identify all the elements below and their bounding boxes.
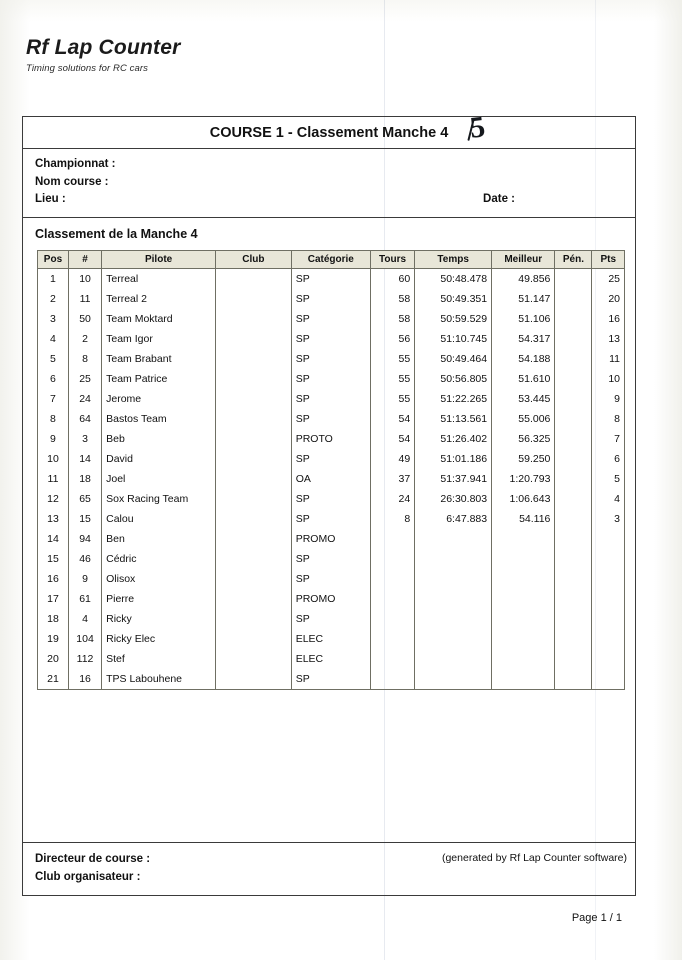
cell-pilote: Terreal (102, 268, 216, 289)
cell-meilleur: 1:20.793 (492, 469, 555, 489)
cell-pos: 14 (38, 529, 69, 549)
table-row (38, 449, 625, 469)
cell-pilote: Jerome (102, 389, 216, 409)
cell-tours (370, 569, 414, 589)
cell-categorie: SP (291, 489, 370, 509)
cell-meilleur: 56.325 (492, 429, 555, 449)
cell-penalite (555, 629, 592, 649)
cell-penalite (555, 268, 592, 289)
cell-categorie: SP (291, 569, 370, 589)
cell-pos: 9 (38, 429, 69, 449)
col-number: # (68, 250, 101, 268)
table-header-row (38, 250, 625, 268)
cell-tours: 37 (370, 469, 414, 489)
cell-pilote: TPS Labouhene (102, 669, 216, 690)
cell-number: 10 (68, 268, 101, 289)
cell-tours (370, 649, 414, 669)
cell-tours (370, 669, 414, 690)
cell-club (216, 429, 292, 449)
cell-categorie: ELEC (291, 649, 370, 669)
cell-points (592, 669, 625, 690)
cell-club (216, 569, 292, 589)
cell-number: 112 (68, 649, 101, 669)
cell-number: 94 (68, 529, 101, 549)
table-row (38, 629, 625, 649)
cell-points: 6 (592, 449, 625, 469)
table-row (38, 349, 625, 369)
cell-pos: 11 (38, 469, 69, 489)
cell-meilleur (492, 589, 555, 609)
cell-pos: 2 (38, 289, 69, 309)
directeur-label: Directeur de course : (35, 853, 151, 865)
cell-meilleur: 51.610 (492, 369, 555, 389)
cell-pos: 5 (38, 349, 69, 369)
cell-club (216, 489, 292, 509)
cell-number: 18 (68, 469, 101, 489)
cell-temps (415, 629, 492, 649)
cell-pilote: Team Igor (102, 329, 216, 349)
col-points: Pts (592, 250, 625, 268)
cell-points: 4 (592, 489, 625, 509)
cell-penalite (555, 549, 592, 569)
meta-fields (23, 149, 635, 218)
cell-pilote: Bastos Team (102, 409, 216, 429)
cell-categorie: PROMO (291, 589, 370, 609)
cell-points: 9 (592, 389, 625, 409)
cell-points (592, 589, 625, 609)
cell-points (592, 549, 625, 569)
cell-pos: 8 (38, 409, 69, 429)
col-categorie: Catégorie (291, 250, 370, 268)
cell-points: 7 (592, 429, 625, 449)
col-tours: Tours (370, 250, 414, 268)
cell-meilleur (492, 569, 555, 589)
cell-pilote: Calou (102, 509, 216, 529)
cell-pos: 6 (38, 369, 69, 389)
cell-pilote: Pierre (102, 589, 216, 609)
cell-meilleur (492, 549, 555, 569)
cell-categorie: SP (291, 329, 370, 349)
cell-penalite (555, 509, 592, 529)
cell-club (216, 268, 292, 289)
course-title-bar (23, 110, 635, 149)
col-pilote: Pilote (102, 250, 216, 268)
table-row (38, 509, 625, 529)
cell-points: 5 (592, 469, 625, 489)
table-row (38, 589, 625, 609)
cell-number: 16 (68, 669, 101, 690)
cell-pos: 21 (38, 669, 69, 690)
cell-club (216, 509, 292, 529)
cell-pilote: Team Patrice (102, 369, 216, 389)
cell-club (216, 389, 292, 409)
cell-temps: 50:49.351 (415, 289, 492, 309)
cell-pilote: Joel (102, 469, 216, 489)
date-label: Date : (483, 193, 515, 205)
cell-club (216, 469, 292, 489)
cell-penalite (555, 389, 592, 409)
cell-meilleur (492, 609, 555, 629)
cell-number: 61 (68, 589, 101, 609)
results-table (37, 250, 625, 690)
cell-pos: 15 (38, 549, 69, 569)
cell-tours (370, 529, 414, 549)
cell-tours: 49 (370, 449, 414, 469)
table-row (38, 389, 625, 409)
cell-club (216, 289, 292, 309)
section-title: Classement de la Manche 4 (35, 226, 198, 241)
course-title-text: COURSE 1 - Classement Manche 4 (209, 125, 449, 141)
cell-temps (415, 549, 492, 569)
cell-penalite (555, 489, 592, 509)
table-row (38, 409, 625, 429)
cell-categorie: SP (291, 349, 370, 369)
cell-pilote: David (102, 449, 216, 469)
cell-tours: 8 (370, 509, 414, 529)
cell-pilote: Ben (102, 529, 216, 549)
cell-meilleur: 55.006 (492, 409, 555, 429)
cell-penalite (555, 369, 592, 389)
cell-pos: 17 (38, 589, 69, 609)
cell-tours: 24 (370, 489, 414, 509)
cell-temps: 51:37.941 (415, 469, 492, 489)
cell-categorie: SP (291, 409, 370, 429)
cell-pos: 12 (38, 489, 69, 509)
cell-tours (370, 609, 414, 629)
cell-tours: 58 (370, 309, 414, 329)
cell-meilleur: 54.116 (492, 509, 555, 529)
cell-tours: 54 (370, 429, 414, 449)
table-row (38, 369, 625, 389)
cell-club (216, 589, 292, 609)
cell-meilleur (492, 649, 555, 669)
cell-number: 14 (68, 449, 101, 469)
cell-penalite (555, 329, 592, 349)
cell-points: 8 (592, 409, 625, 429)
cell-categorie: PROMO (291, 529, 370, 549)
cell-points: 25 (592, 268, 625, 289)
cell-pos: 10 (38, 449, 69, 469)
cell-temps: 26:30.803 (415, 489, 492, 509)
cell-pos: 20 (38, 649, 69, 669)
cell-meilleur: 51.106 (492, 309, 555, 329)
cell-penalite (555, 649, 592, 669)
cell-temps: 51:22.265 (415, 389, 492, 409)
cell-meilleur (492, 669, 555, 690)
cell-meilleur: 53.445 (492, 389, 555, 409)
cell-temps: 51:13.561 (415, 409, 492, 429)
cell-categorie: SP (291, 549, 370, 569)
brand-header (26, 36, 180, 74)
cell-pilote: Cédric (102, 549, 216, 569)
cell-categorie: SP (291, 609, 370, 629)
generated-note: (generated by Rf Lap Counter software) (441, 852, 627, 864)
table-row (38, 289, 625, 309)
table-row (38, 669, 625, 690)
cell-temps: 50:56.805 (415, 369, 492, 389)
cell-club (216, 549, 292, 569)
cell-points: 16 (592, 309, 625, 329)
cell-pilote: Sox Racing Team (102, 489, 216, 509)
cell-penalite (555, 609, 592, 629)
cell-temps: 50:49.464 (415, 349, 492, 369)
cell-penalite (555, 309, 592, 329)
cell-pilote: Beb (102, 429, 216, 449)
col-temps: Temps (415, 250, 492, 268)
cell-tours (370, 589, 414, 609)
cell-number: 65 (68, 489, 101, 509)
cell-points: 10 (592, 369, 625, 389)
cell-penalite (555, 409, 592, 429)
cell-temps (415, 649, 492, 669)
cell-penalite (555, 429, 592, 449)
cell-tours (370, 629, 414, 649)
table-row (38, 469, 625, 489)
results-body (38, 268, 625, 689)
brand-tagline: Timing solutions for RC cars (26, 63, 149, 74)
page-number: Page 1 / 1 (571, 912, 622, 924)
cell-pilote: Team Brabant (102, 349, 216, 369)
cell-penalite (555, 569, 592, 589)
cell-number: 3 (68, 429, 101, 449)
handwritten-annotation: 5 (468, 110, 487, 145)
cell-club (216, 449, 292, 469)
cell-temps: 50:48.478 (415, 268, 492, 289)
cell-number: 24 (68, 389, 101, 409)
cell-tours: 55 (370, 349, 414, 369)
cell-categorie: PROTO (291, 429, 370, 449)
cell-pos: 1 (38, 268, 69, 289)
cell-club (216, 329, 292, 349)
cell-number: 15 (68, 509, 101, 529)
col-pos: Pos (38, 250, 69, 268)
table-row (38, 549, 625, 569)
cell-pos: 4 (38, 329, 69, 349)
cell-categorie: SP (291, 289, 370, 309)
cell-club (216, 309, 292, 329)
cell-pos: 13 (38, 509, 69, 529)
cell-categorie: OA (291, 469, 370, 489)
cell-categorie: SP (291, 389, 370, 409)
cell-tours: 60 (370, 268, 414, 289)
cell-temps (415, 569, 492, 589)
cell-club (216, 629, 292, 649)
cell-points: 11 (592, 349, 625, 369)
cell-temps: 51:26.402 (415, 429, 492, 449)
cell-categorie: ELEC (291, 629, 370, 649)
cell-temps (415, 529, 492, 549)
cell-points (592, 629, 625, 649)
cell-temps (415, 589, 492, 609)
cell-categorie: SP (291, 268, 370, 289)
sheet-footer (23, 842, 635, 895)
brand-title: Rf Lap Counter (26, 36, 181, 59)
cell-tours: 56 (370, 329, 414, 349)
table-row (38, 329, 625, 349)
cell-points (592, 649, 625, 669)
cell-tours: 58 (370, 289, 414, 309)
cell-points: 13 (592, 329, 625, 349)
cell-meilleur (492, 529, 555, 549)
cell-club (216, 649, 292, 669)
cell-temps: 6:47.883 (415, 509, 492, 529)
cell-meilleur: 54.317 (492, 329, 555, 349)
cell-pos: 7 (38, 389, 69, 409)
cell-temps: 51:10.745 (415, 329, 492, 349)
cell-points (592, 529, 625, 549)
col-club: Club (216, 250, 292, 268)
table-row (38, 649, 625, 669)
cell-tours: 54 (370, 409, 414, 429)
cell-temps (415, 609, 492, 629)
cell-pilote: Terreal 2 (102, 289, 216, 309)
cell-points (592, 609, 625, 629)
cell-pilote: Olisox (102, 569, 216, 589)
cell-pos: 19 (38, 629, 69, 649)
cell-number: 46 (68, 549, 101, 569)
cell-meilleur (492, 629, 555, 649)
table-row (38, 569, 625, 589)
cell-temps (415, 669, 492, 690)
cell-tours (370, 549, 414, 569)
table-row (38, 268, 625, 289)
cell-points (592, 569, 625, 589)
cell-pos: 18 (38, 609, 69, 629)
cell-penalite (555, 669, 592, 690)
cell-penalite (555, 589, 592, 609)
cell-number: 64 (68, 409, 101, 429)
cell-penalite (555, 529, 592, 549)
cell-club (216, 349, 292, 369)
cell-number: 104 (68, 629, 101, 649)
cell-points: 20 (592, 289, 625, 309)
cell-club (216, 669, 292, 690)
cell-number: 9 (68, 569, 101, 589)
cell-pilote: Team Moktard (102, 309, 216, 329)
cell-penalite (555, 449, 592, 469)
table-row (38, 609, 625, 629)
cell-tours: 55 (370, 369, 414, 389)
result-sheet (22, 110, 636, 896)
cell-categorie: SP (291, 369, 370, 389)
cell-number: 50 (68, 309, 101, 329)
table-row (38, 529, 625, 549)
cell-number: 2 (68, 329, 101, 349)
cell-penalite (555, 469, 592, 489)
cell-penalite (555, 289, 592, 309)
cell-meilleur: 59.250 (492, 449, 555, 469)
table-row (38, 429, 625, 449)
championnat-label: Championnat : (35, 158, 116, 170)
cell-pilote: Ricky Elec (102, 629, 216, 649)
cell-categorie: SP (291, 669, 370, 690)
cell-tours: 55 (370, 389, 414, 409)
cell-penalite (555, 349, 592, 369)
cell-pos: 16 (38, 569, 69, 589)
cell-club (216, 369, 292, 389)
cell-club (216, 609, 292, 629)
cell-number: 8 (68, 349, 101, 369)
cell-club (216, 529, 292, 549)
col-meilleur: Meilleur (492, 250, 555, 268)
nom-course-label: Nom course : (35, 175, 109, 188)
cell-club (216, 409, 292, 429)
cell-temps: 50:59.529 (415, 309, 492, 329)
cell-categorie: SP (291, 449, 370, 469)
cell-categorie: SP (291, 509, 370, 529)
col-penalite: Pén. (555, 250, 592, 268)
cell-meilleur: 1:06.643 (492, 489, 555, 509)
cell-pilote: Ricky (102, 609, 216, 629)
cell-number: 4 (68, 609, 101, 629)
cell-meilleur: 49.856 (492, 268, 555, 289)
cell-pilote: Stef (102, 649, 216, 669)
table-row (38, 309, 625, 329)
club-organisateur-label: Club organisateur : (35, 871, 141, 883)
cell-meilleur: 51.147 (492, 289, 555, 309)
cell-meilleur: 54.188 (492, 349, 555, 369)
table-row (38, 489, 625, 509)
cell-categorie: SP (291, 309, 370, 329)
cell-points: 3 (592, 509, 625, 529)
cell-pos: 3 (38, 309, 69, 329)
lieu-label: Lieu : (35, 193, 66, 205)
cell-number: 11 (68, 289, 101, 309)
cell-number: 25 (68, 369, 101, 389)
cell-temps: 51:01.186 (415, 449, 492, 469)
